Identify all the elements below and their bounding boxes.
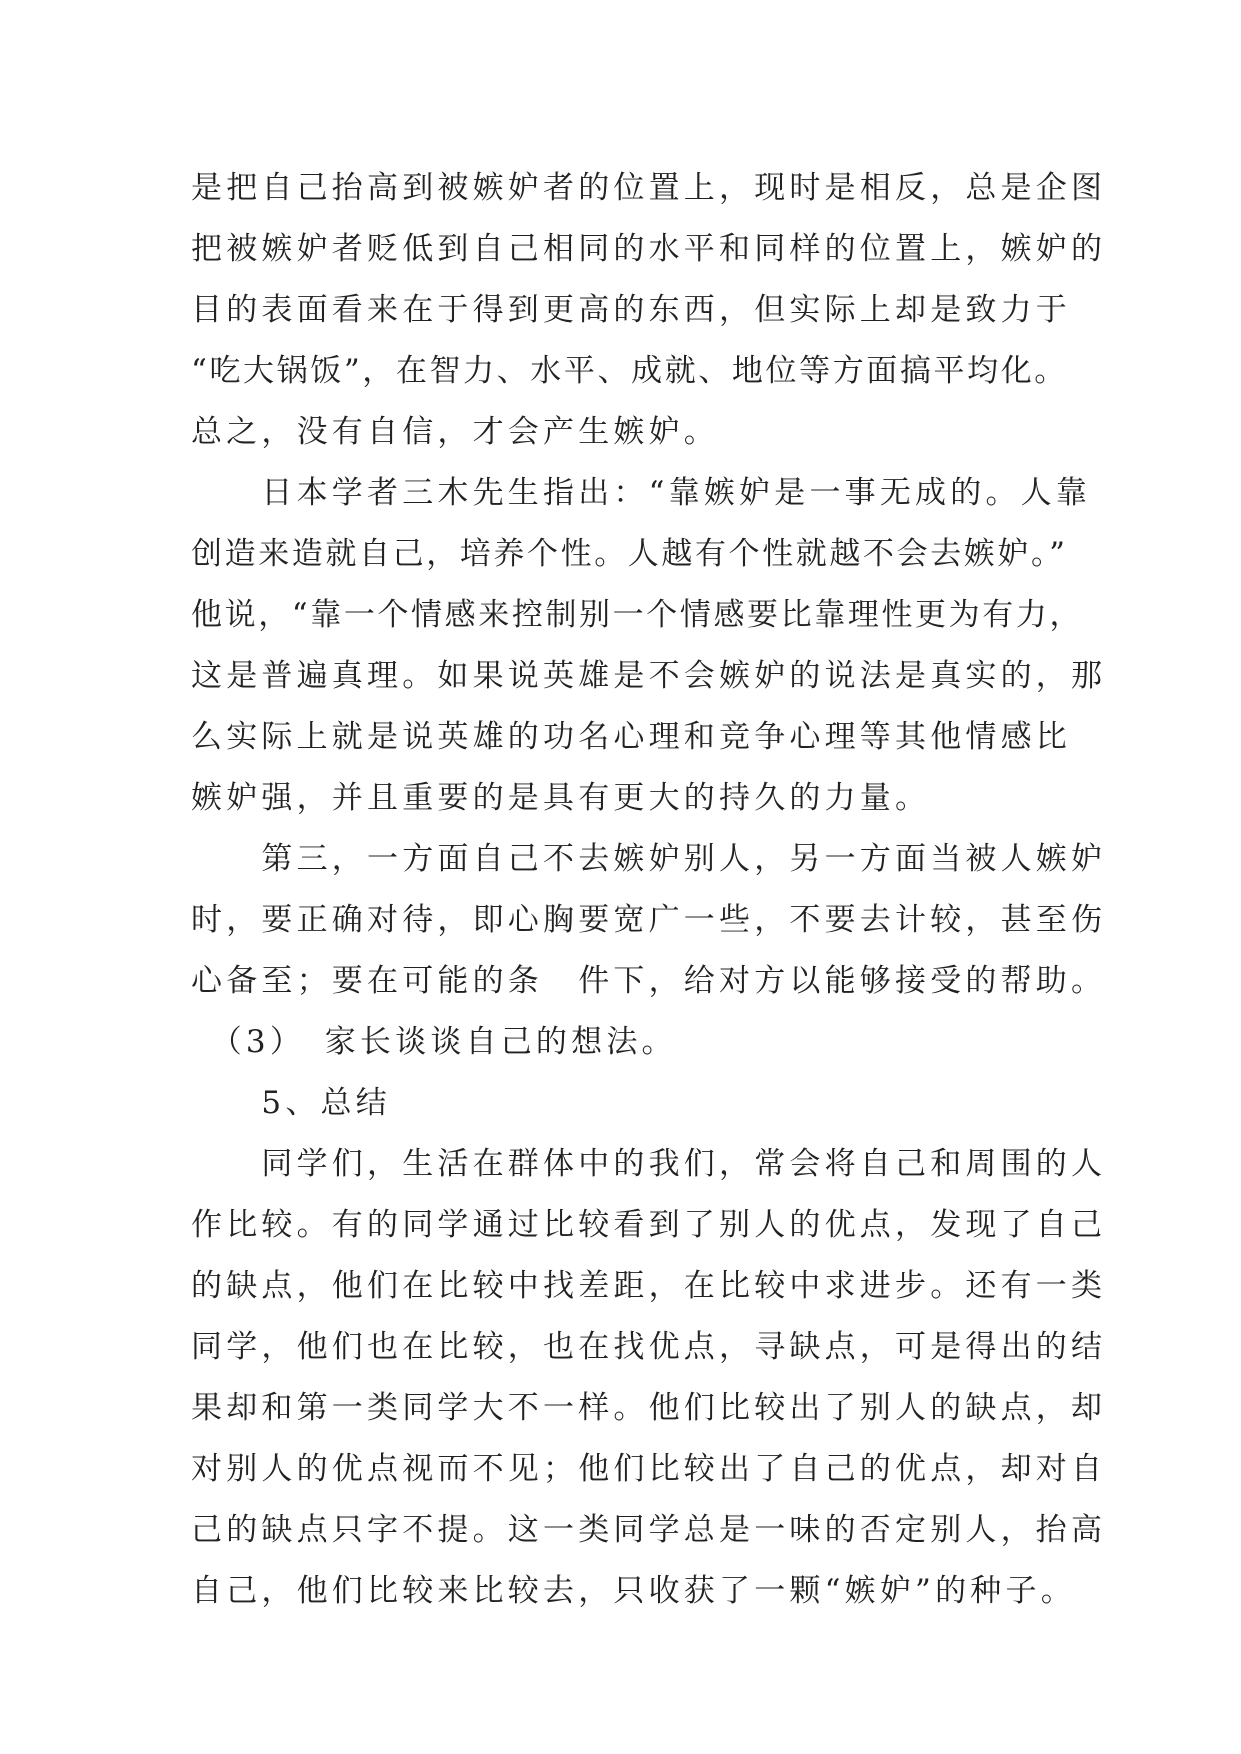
text-line: 总之，没有自信，才会产生嫉妒。	[191, 414, 719, 450]
section-heading: 5、总结	[191, 1085, 391, 1121]
text-line: 己的缺点只字不提。这一类同学总是一味的否定别人，抬高	[191, 1512, 1107, 1548]
text-line: 嫉妒强，并且重要的是具有更大的持久的力量。	[191, 780, 931, 816]
text-line: 创造来造就自己，培养个性。人越有个性就越不会去嫉妒。”	[191, 536, 1068, 572]
text-line: 把被嫉妒者贬低到自己相同的水平和同样的位置上，嫉妒的	[191, 231, 1107, 267]
text-line: 自己，他们比较来比较去，只收获了一颗“嫉妒”的种子。	[191, 1573, 1076, 1609]
text-line: 同学们，生活在群体中的我们，常会将自己和周围的人	[191, 1146, 1107, 1182]
text-line: “吃大锅饭”，在智力、水平、成就、地位等方面搞平均化。	[191, 353, 1068, 389]
text-line: 么实际上就是说英雄的功名心理和竞争心理等其他情感比	[191, 719, 1071, 755]
text-line: 第三，一方面自己不去嫉妒别人，另一方面当被人嫉妒	[191, 841, 1107, 877]
text-line: 时，要正确对待，即心胸要宽广一些，不要去计较，甚至伤	[191, 902, 1107, 938]
text-line: 是把自己抬高到被嫉妒者的位置上，现时是相反，总是企图	[191, 170, 1107, 206]
text-line: 果却和第一类同学大不一样。他们比较出了别人的缺点，却	[191, 1390, 1107, 1426]
text-line: 目的表面看来在于得到更高的东西，但实际上却是致力于	[191, 292, 1071, 328]
text-line: 他说，“靠一个情感来控制别一个情感要比靠理性更为有力，	[191, 597, 1084, 633]
body-text	[191, 158, 1107, 1622]
text-line: 这是普遍真理。如果说英雄是不会嫉妒的说法是真实的，那	[191, 658, 1107, 694]
text-line: 心备至；要在可能的条 件下，给对方以能够接受的帮助。	[191, 963, 1107, 999]
text-line: 同学，他们也在比较，也在找优点，寻缺点，可是得出的结	[191, 1329, 1107, 1365]
list-item-heading: （3） 家长谈谈自己的想法。	[191, 1024, 677, 1060]
text-line: 的缺点，他们在比较中找差距，在比较中求进步。还有一类	[191, 1268, 1107, 1304]
text-line: 日本学者三木先生指出：“靠嫉妒是一事无成的。人靠	[191, 475, 1092, 511]
text-line: 对别人的优点视而不见；他们比较出了自己的优点，却对自	[191, 1451, 1107, 1487]
text-line: 作比较。有的同学通过比较看到了别人的优点，发现了自己	[191, 1207, 1107, 1243]
